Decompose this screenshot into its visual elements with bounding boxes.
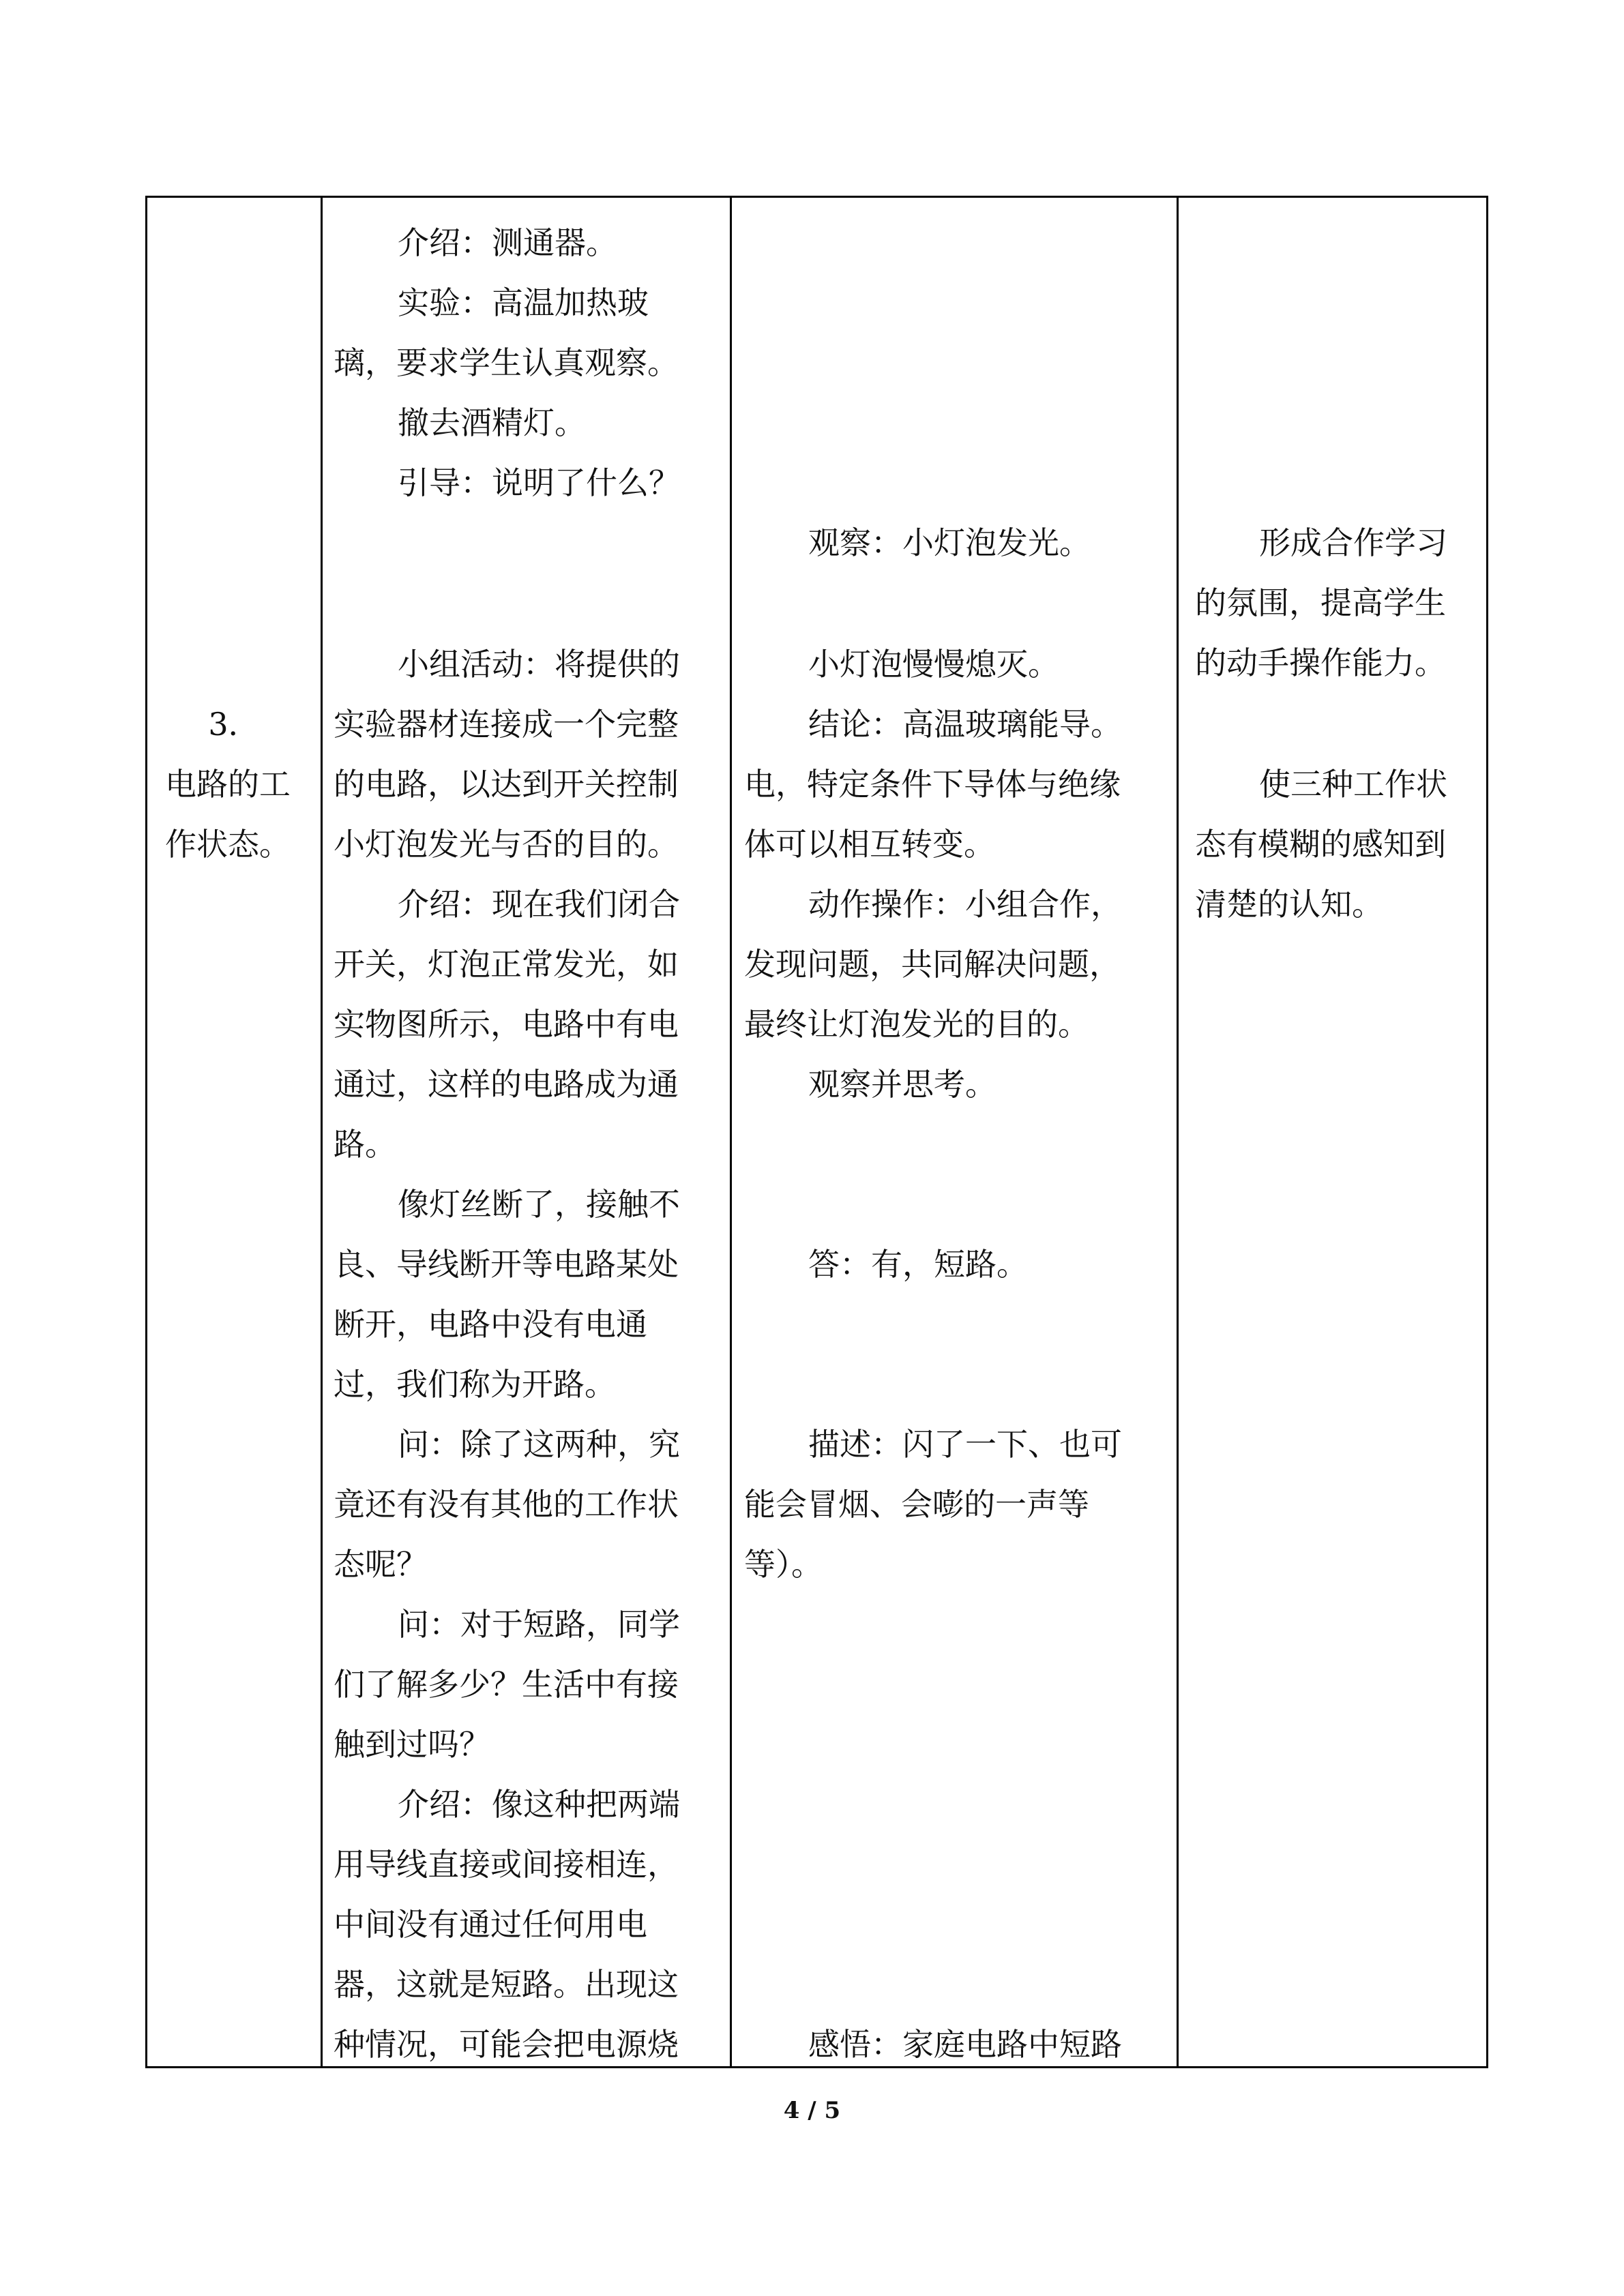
student-line: 感悟：家庭电路中短路 <box>808 2026 1122 2063</box>
teacher-line: 中间没有通过任何用电 <box>334 1906 647 1943</box>
student-line: 描述：闪了一下、也可 <box>808 1426 1122 1463</box>
teacher-line: 实验器材连接成一个完整 <box>334 706 679 743</box>
teacher-line: 小组活动：将提供的 <box>398 646 680 683</box>
student-line: 答：有，短路。 <box>808 1246 1028 1283</box>
teacher-line: 实验：高温加热玻 <box>398 284 649 321</box>
teacher-line: 用导线直接或间接相连， <box>334 1846 679 1883</box>
table-row <box>147 197 1488 2068</box>
design-intent-cell <box>1178 197 1488 2068</box>
teacher-line: 璃，要求学生认真观察。 <box>334 344 679 381</box>
page-number: 4 / 5 <box>783 2097 841 2124</box>
student-line: 结论：高温玻璃能导。 <box>808 706 1122 743</box>
teacher-line: 良、导线断开等电路某处 <box>334 1246 679 1283</box>
intent-line: 的动手操作能力。 <box>1195 644 1446 681</box>
lesson-table <box>145 196 1488 2068</box>
teacher-line: 路。 <box>334 1126 396 1163</box>
teacher-line: 器，这就是短路。出现这 <box>334 1966 679 2003</box>
student-line: 能会冒烟、会嘭的一声等 <box>744 1486 1089 1523</box>
section-title-line: 电路的工 <box>165 766 291 803</box>
teacher-line: 引导：说明了什么？ <box>398 464 680 501</box>
teacher-line: 像灯丝断了，接触不 <box>398 1186 680 1223</box>
student-line: 观察：小灯泡发光。 <box>808 524 1091 561</box>
teacher-line: 撤去酒精灯。 <box>398 404 586 441</box>
teacher-line: 问：除了这两种，究 <box>398 1426 680 1463</box>
student-activity-cell <box>731 197 1178 2068</box>
student-line: 体可以相互转变。 <box>744 826 995 863</box>
intent-line: 形成合作学习 <box>1259 524 1447 561</box>
teacher-line: 小灯泡发光与否的目的。 <box>334 826 679 863</box>
intent-line: 的氛围，提高学生 <box>1195 584 1446 621</box>
teacher-line: 触到过吗？ <box>334 1726 490 1763</box>
teacher-line: 断开，电路中没有电通 <box>334 1306 647 1343</box>
intent-line: 清楚的认知。 <box>1195 886 1383 923</box>
intent-line: 使三种工作状 <box>1259 766 1447 803</box>
teacher-line: 问：对于短路，同学 <box>398 1606 680 1643</box>
student-line: 发现问题，共同解决问题， <box>744 946 1121 983</box>
student-line: 动作操作：小组合作， <box>808 886 1122 923</box>
teacher-line: 通过，这样的电路成为通 <box>334 1066 679 1103</box>
teacher-line: 过，我们称为开路。 <box>334 1366 616 1403</box>
teacher-line: 介绍：像这种把两端 <box>398 1786 680 1823</box>
section-cell <box>147 197 322 2068</box>
teacher-line: 们了解多少？生活中有接 <box>334 1666 679 1703</box>
student-line: 电，特定条件下导体与绝缘 <box>744 766 1121 803</box>
teacher-activity-cell <box>322 197 731 2068</box>
section-title-line: 作状态。 <box>165 826 291 863</box>
teacher-line: 的电路，以达到开关控制 <box>334 766 679 803</box>
teacher-line: 介绍：现在我们闭合 <box>398 886 680 923</box>
student-line: 观察并思考。 <box>808 1066 996 1103</box>
student-line: 最终让灯泡发光的目的。 <box>744 1006 1089 1043</box>
student-line: 等）。 <box>744 1546 823 1583</box>
teacher-line: 介绍：测通器。 <box>398 224 617 261</box>
teacher-line: 竟还有没有其他的工作状 <box>334 1486 679 1523</box>
teacher-line: 实物图所示，电路中有电 <box>334 1006 679 1043</box>
teacher-line: 开关，灯泡正常发光，如 <box>334 946 679 983</box>
intent-line: 态有模糊的感知到 <box>1195 826 1446 863</box>
student-line: 小灯泡慢慢熄灭。 <box>808 646 1059 683</box>
teacher-line: 种情况，可能会把电源烧 <box>334 2026 679 2063</box>
section-number: 3． <box>208 706 260 743</box>
teacher-line: 态呢？ <box>334 1546 428 1583</box>
